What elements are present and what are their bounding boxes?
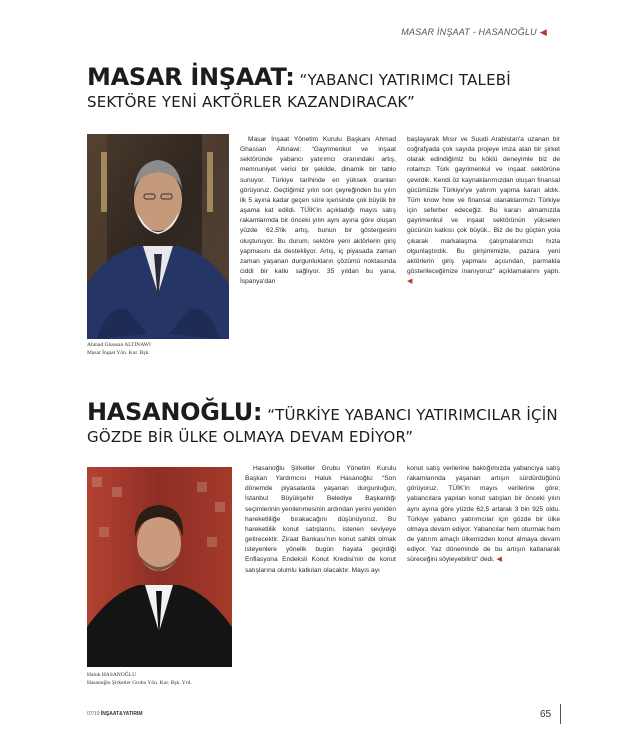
article1-caption-name: Ahmad Ghassan ALTINAWI (87, 342, 151, 348)
article1-column-2 (407, 135, 560, 287)
article2-col1-text: Hasanoğlu Şirketler Grubu Yönetim Kurulu Başkan Yardımcısı Haluk Hasanoğlu: “Son dönemde piyasalarda yaşanan durgunluğun, İstanbul Büyükşehir Belediye Başkanlığı seçimlerinin yenilenmesinin ardından yerini yeniden hareketliliğe bırakacağını düşünüyoruz. Bu hareketlilik konut satışlarını, istenen seviyeye getirecektir. Ziraat Bankası'nın konut sahibi olmak isteyenlere yönelik bugün hayata geçirdiği Enflasyona Endeksli Konut Kredisi'nin de konut satışlarına olumlu katkıları olacaktır. Mayıs ayı (245, 465, 396, 574)
header-section-tag (401, 27, 547, 38)
article2-col2-text: konut satış verilerine baktığımızda yabancıya satış rakamlarında yaşanan artışın sürdürdüğünü görüyoruz. TÜİK'in mayıs verilerine göre; yabancılara yapılan konut satışları bir önceki yılın aynı ayına göre yüzde 62,5 artarak 3 bin 925 oldu. Türkiye yabancı yatırımcılar için gözde bir ülke olmaya devam ediyor. Yabancılar hem oturmak hem de yatırım amaçlı ülkemizden konut almaya devam ediyor. Yaz döneminde de bu artışın katlanarak süreceğini söyleyebiliriz” dedi. (407, 465, 560, 564)
article1-col2-text: başlayarak Mısır ve Suudi Arabistan'a uzanan bir coğrafyada çok sayıda projeye imza atan bir şirket olarak edindiğimiz bu köklü deneyimle biz de rotamızı Türk gayrimenkul ve inşaat sektörüne çevirdik. Kendi öz kaynaklarımızdan oluşan finansal gücümüzle Türkiye'ye yatırım yapma kararı aldık. Tüm know how ve finansal olanaklarımızı Türkiye için seferber edeceğiz. Bu kararı almamızda gayrimenkul ve inşaat sektörünün yükselen gücünün katkısı çok büyük.. Biz de bu güçten yola çıkarak markalaşma çalışmalarımızı hızla olgunlaştırdık. Bu girişimimizle, pazara yeni aktörlerin giriş yapması açısından, parmakla gösterileceğimize inanıyoruz” açıklamalarını yaptı. (407, 136, 560, 276)
article2-title (87, 399, 558, 446)
article1-title (87, 64, 511, 111)
article1-caption-role: Masar İnşaat Yön. Kur. Bşk. (87, 349, 150, 356)
article2-column-2 (407, 464, 560, 566)
footer-issue-info (87, 711, 142, 717)
footer-issue: 07/19 (87, 711, 100, 717)
article2-column-1 (245, 464, 396, 576)
article1-photo-caption (87, 342, 151, 358)
portrait-young-man-image (87, 467, 232, 667)
article1-title-name: MASAR İNŞAAT: (87, 63, 295, 91)
end-mark-icon: ◀ (496, 556, 502, 564)
end-mark-icon: ◀ (407, 278, 413, 286)
article1-title-line2: SEKTÖRE YENİ AKTÖRLER KAZANDIRACAK” (87, 92, 415, 111)
article1-col1-text: Masar İnşaat Yönetim Kurulu Başkanı Ahmad Ghassan Altınawi: “Gayrimenkul ve inşaat sektöründe yabancı yatırımcı oranındaki artış, memnuniyet verici bir şekilde, dinamik bir tablo sunuyor. Türkiye tarihinde en yüksek oranları görüyoruz. Geçtiğimiz yılın son çeyreğinden bu yılın ilk 5 ayına kadar geçen süre içerisinde çok büyük bir aşama kat edildi. TÜİK'in açıkladığı mayıs satış rakamlarında bir önceki yılın aynı ayına göre oluşan yüzde 62.5'lik artış, bunun bir göstergesini oluşturuyor. Bu durum, sektöre yeni aktörlerin giriş yapmasını da destekliyor. Artış, iç piyasada zaman zaman yaşanan durgunlukların çözümü noktasında ciddi bir katkı sağlıyor. 35 yıldan bu yana, İspanya'dan (240, 136, 396, 286)
article2-caption-name: Haluk HASANOĞLU (87, 672, 137, 678)
footer-divider (560, 704, 561, 724)
article2-photo-caption (87, 672, 192, 688)
header-section-label: MASAR İNŞAAT - HASANOĞLU (401, 27, 537, 37)
article1-column-1 (240, 135, 396, 287)
portrait-man-suit-image (87, 134, 229, 339)
article2-title-quote: “TÜRKİYE YABANCI YATIRIMCILAR İÇİN (262, 406, 558, 424)
article1-portrait-photo (87, 134, 229, 339)
page-number: 65 (540, 709, 552, 720)
article2-title-name: HASANOĞLU: (87, 398, 263, 426)
triangle-marker-icon: ◀ (539, 27, 547, 37)
article2-portrait-photo (87, 467, 232, 667)
article1-title-quote: “YABANCI YATIRIMCI TALEBİ (294, 71, 511, 89)
footer-magazine-logo: İNŞAAT&YATIRIM (100, 711, 143, 717)
article2-caption-role: Hasanoğlu Şirketler Grubu Yön. Kur. Bşk. Yrd. (87, 679, 192, 686)
article2-title-line2: GÖZDE BİR ÜLKE OLMAYA DEVAM EDİYOR” (87, 427, 414, 446)
